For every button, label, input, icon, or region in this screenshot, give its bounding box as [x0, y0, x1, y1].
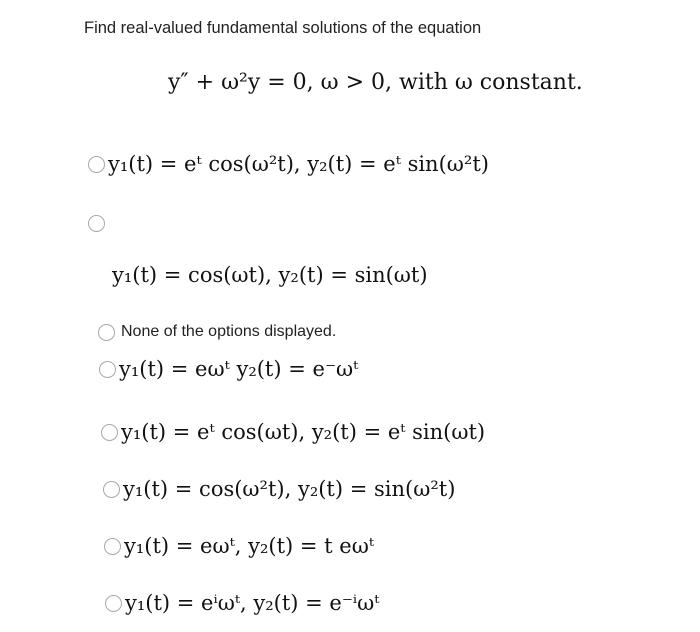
radio-button[interactable]	[104, 538, 121, 555]
radio-button[interactable]	[98, 324, 115, 341]
answer-option-4[interactable]	[99, 357, 358, 381]
option-label: None of the options displayed.	[121, 323, 337, 340]
differential-equation: y″ + ω²y = 0, ω > 0, with ω constant.	[168, 70, 583, 95]
question-prompt: Find real-valued fundamental solutions of the equation	[84, 19, 482, 37]
radio-button[interactable]	[103, 481, 120, 498]
radio-button[interactable]	[101, 424, 118, 441]
radio-button[interactable]	[88, 215, 105, 232]
option-label: y₁(t) = cos(ω²t), y₂(t) = sin(ω²t)	[123, 477, 456, 501]
answer-option-7[interactable]	[104, 534, 374, 558]
option-label: y₁(t) = eⁱωᵗ, y₂(t) = e⁻ⁱωᵗ	[125, 591, 380, 615]
answer-option-8[interactable]	[105, 591, 379, 615]
option-label: y₁(t) = eᵗ cos(ω²t), y₂(t) = eᵗ sin(ω²t)	[108, 152, 489, 176]
radio-button[interactable]	[99, 361, 116, 378]
answer-option-3[interactable]	[98, 323, 336, 341]
radio-button[interactable]	[88, 156, 105, 173]
answer-option-5[interactable]	[101, 420, 485, 444]
option-label: y₁(t) = eᵗ cos(ωt), y₂(t) = eᵗ sin(ωt)	[121, 420, 486, 444]
option-label: y₁(t) = eωᵗ, y₂(t) = t eωᵗ	[124, 534, 375, 558]
option-2-math: y₁(t) = cos(ωt), y₂(t) = sin(ωt)	[112, 263, 428, 287]
option-label: y₁(t) = eωᵗ y₂(t) = e⁻ωᵗ	[119, 357, 359, 381]
answer-option-1[interactable]	[88, 152, 489, 176]
radio-button[interactable]	[105, 595, 122, 612]
answer-option-2[interactable]	[88, 215, 108, 232]
answer-option-6[interactable]	[103, 477, 455, 501]
